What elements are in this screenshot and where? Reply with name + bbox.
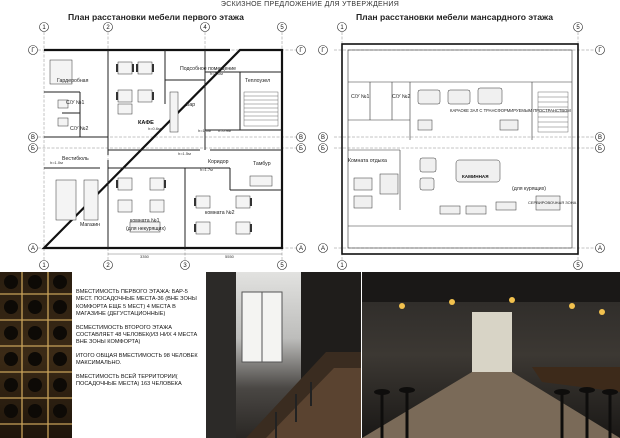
- capacity-total: ИТОГО ОБЩАЯ ВМЕСТИМОСТЬ 98 ЧЕЛОВЕК МАКСИМАЛЬНО.: [76, 352, 198, 367]
- plan2-title: План расстановки мебели мансардного этажа: [356, 12, 554, 22]
- height-label: h=1.0м: [210, 71, 223, 76]
- axis-label: В: [298, 135, 304, 141]
- dimension-label: 5550: [225, 254, 234, 259]
- axis-label: 1: [42, 25, 46, 31]
- axis-label: 5: [280, 263, 284, 269]
- axis-label: В: [597, 135, 603, 141]
- room-corridor: Коридор: [208, 159, 229, 165]
- axis-label: А: [320, 246, 326, 252]
- axis-label: 2: [106, 263, 110, 269]
- axis-label: Г: [299, 48, 303, 54]
- axis-label: В: [320, 135, 326, 141]
- axis-label: Б: [321, 146, 325, 152]
- axis-label: А: [30, 246, 36, 252]
- capacity-info: [76, 289, 204, 394]
- wine-rack-photo: [0, 272, 72, 438]
- room-heat: Теплоузел: [245, 78, 271, 84]
- sheet-header: ЭСКИЗНОЕ ПРЕДЛОЖЕНИЕ ДЛЯ УТВЕРЖДЕНИЯ: [220, 1, 400, 8]
- room-wc2: С/У №2: [70, 126, 89, 132]
- plan1-title: План расстановки мебели первого этажа: [68, 12, 244, 22]
- height-label: h=1.0м: [198, 128, 211, 133]
- attic-wc1: С/У №1: [351, 94, 370, 100]
- attic-smoking: (для курящих): [512, 186, 547, 192]
- axis-label: 1: [340, 263, 344, 269]
- axis-label: Г: [321, 48, 325, 54]
- room-wc1: С/У №1: [66, 100, 85, 106]
- room-vestibule: Вестибюль: [62, 156, 89, 162]
- capacity-first-floor: ВМЕСТИМОСТЬ ПЕРВОГО ЭТАЖА: БАР-5 МЕСТ. ПОСАДОЧНЫЕ МЕСТА-36 (ВНЕ ЗОНЫ КОМФОРТА ЕЩЕ 5 МЕСТ) 4 МЕСТА В МАГАЗИНЕ (ДЕГУСТАЦИОННЫЕ): [76, 289, 197, 318]
- height-label: h=0.6м: [148, 126, 161, 131]
- axis-label: 5: [576, 25, 580, 31]
- room-bar: Бар: [186, 102, 196, 108]
- bar-interior-photo-2: [362, 272, 620, 438]
- axis-label: 2: [106, 25, 110, 31]
- room-wardrobe: Гардеробная: [57, 78, 89, 84]
- dimension-label: 3350: [140, 254, 149, 259]
- axis-label: Б: [31, 146, 35, 152]
- axis-label: 4: [203, 25, 207, 31]
- attic-serving: СЕРВИРОВОЧНАЯ ЗОНА: [528, 200, 577, 205]
- attic-karaoke: КАРАОКЕ ЗАЛ С ТРАНСФОРМИРУЕМЫМ ПРОСТРАНСТВОМ: [450, 108, 571, 113]
- axis-label: Г: [31, 48, 35, 54]
- capacity-territory: ВМЕСТИМОСТЬ ВСЕЙ ТЕРРИТОРИИ( ПОСАДОЧНЫЕ МЕСТА) 163 ЧЕЛОВЕКА: [76, 373, 182, 388]
- room-1-note: (для некурящих): [126, 226, 166, 232]
- room-tambour: Тамбур: [253, 161, 271, 167]
- room-2: комната №2: [205, 210, 235, 216]
- room-cafe: КАФЕ: [138, 120, 154, 126]
- axis-label: А: [597, 246, 603, 252]
- axis-label: Г: [598, 48, 602, 54]
- axis-label: Б: [598, 146, 602, 152]
- axis-label: 3: [183, 263, 187, 269]
- axis-label: В: [30, 135, 36, 141]
- axis-label: 5: [280, 25, 284, 31]
- attic-wc2: С/У №2: [392, 94, 411, 100]
- bar-interior-photo-1: [206, 272, 361, 438]
- axis-label: 1: [340, 25, 344, 31]
- capacity-second-floor: ВСМЕСТИМОСТЬ ВТОРОГО ЭТАЖА СОСТАВЛЯЕТ 48 ЧЕЛОВЕК(ИЗ НИХ 4 МЕСТА ВНЕ ЗОНЫ КОМФОРТА): [76, 324, 198, 346]
- attic-fireplace: КАМИННАЯ: [462, 174, 489, 179]
- height-label: h=0.9м: [218, 128, 231, 133]
- axis-label: А: [298, 246, 304, 252]
- room-utility: Подсобное помещение: [180, 66, 236, 72]
- room-1: комната №1: [130, 218, 160, 224]
- axis-label: Б: [299, 146, 303, 152]
- axis-label: 1: [42, 263, 46, 269]
- height-label: h=1.5м: [178, 151, 191, 156]
- room-shop: Магазин: [80, 222, 101, 228]
- axis-label: 5: [576, 263, 580, 269]
- height-label: h=1.7м: [200, 167, 213, 172]
- height-label: h=1.0м: [50, 160, 63, 165]
- attic-rest-room: Комната отдыха: [348, 158, 387, 164]
